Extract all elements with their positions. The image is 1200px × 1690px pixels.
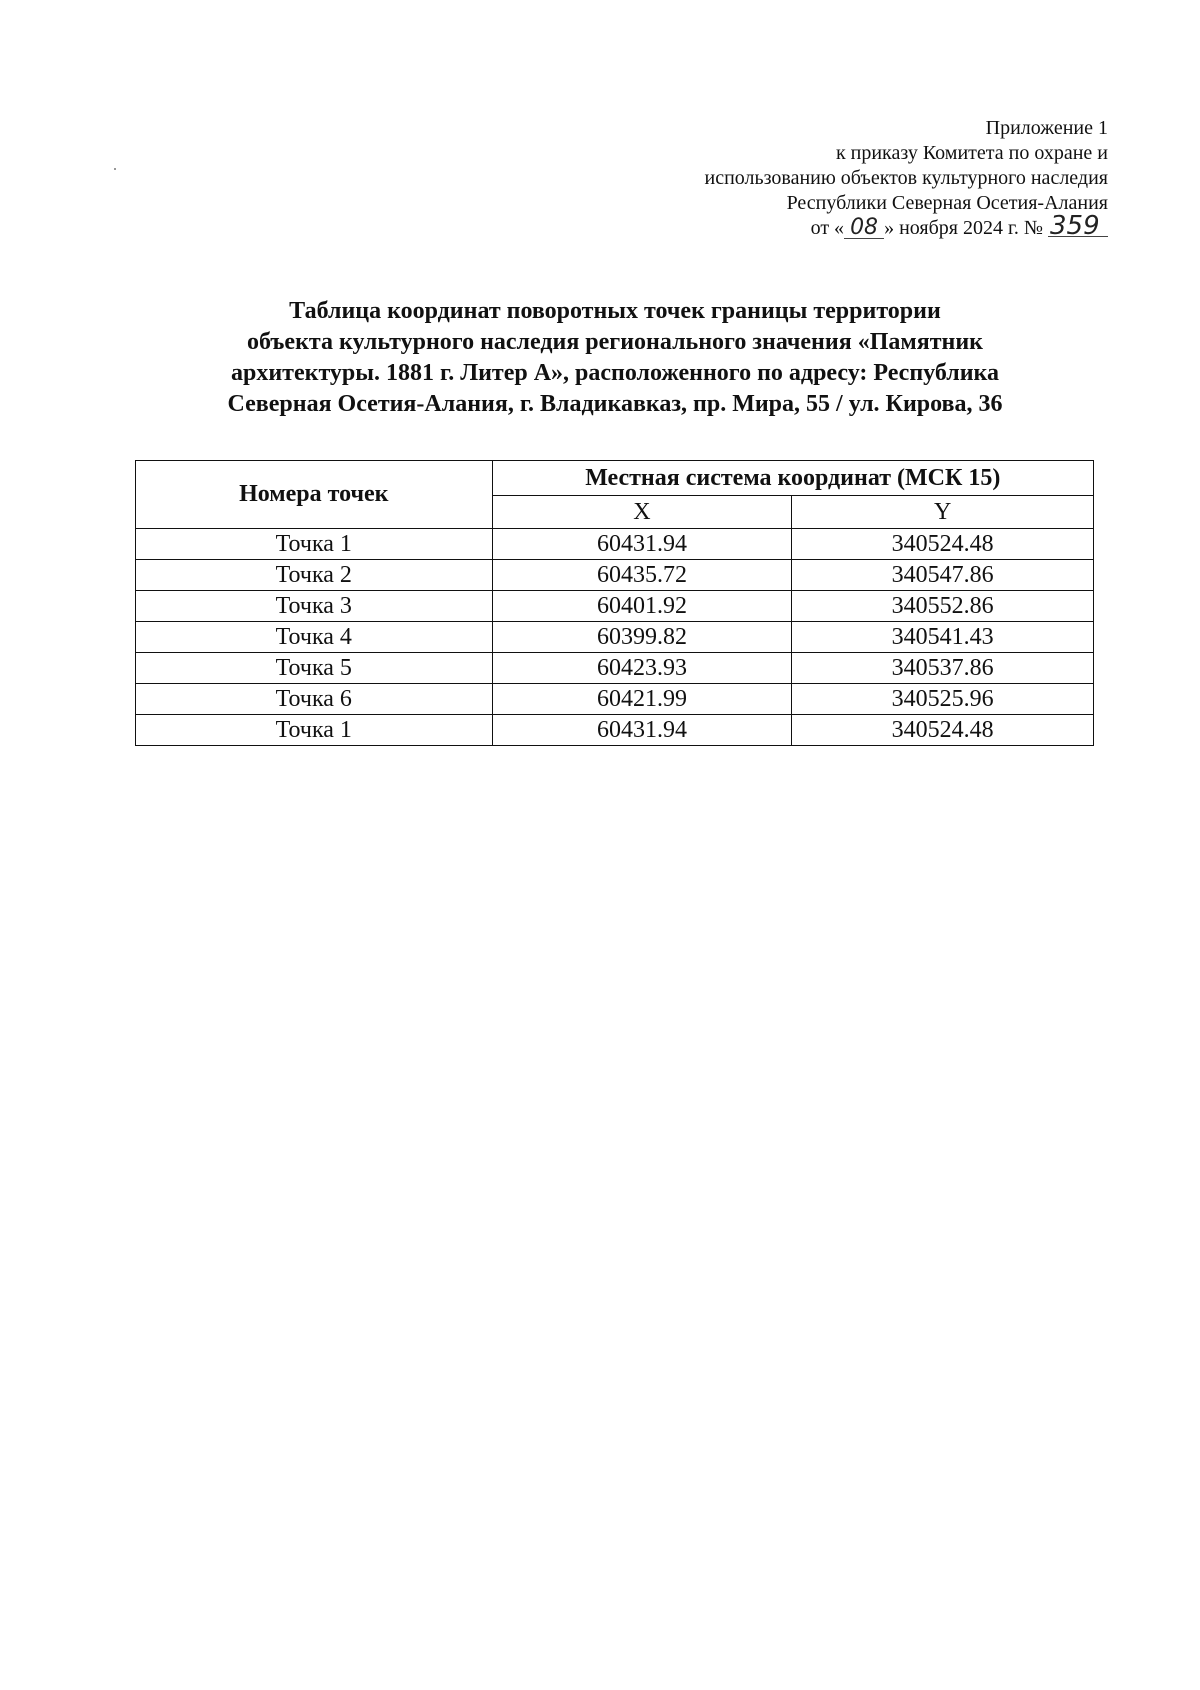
y-value: 340524.48 (792, 715, 1094, 746)
x-value: 60401.92 (492, 591, 792, 622)
point-name: Точка 1 (136, 529, 493, 560)
appendix-header (548, 116, 1108, 241)
y-value: 340541.43 (792, 622, 1094, 653)
date-middle: » ноября 2024 г. № (884, 217, 1043, 239)
handwritten-day: 08 (844, 218, 884, 239)
point-name: Точка 1 (136, 715, 493, 746)
y-value: 340524.48 (792, 529, 1094, 560)
point-name: Точка 4 (136, 622, 493, 653)
handwritten-order-number: 359 (1048, 216, 1108, 237)
point-name: Точка 6 (136, 684, 493, 715)
x-value: 60435.72 (492, 560, 792, 591)
appendix-line-4: Республики Северная Осетия-Алания (786, 192, 1108, 214)
appendix-date-line (548, 211, 1108, 241)
x-value: 60423.93 (492, 653, 792, 684)
point-name: Точка 5 (136, 653, 493, 684)
x-value: 60431.94 (492, 529, 792, 560)
table-row (136, 591, 1094, 622)
table-row (136, 715, 1094, 746)
table-row (136, 653, 1094, 684)
point-name: Точка 2 (136, 560, 493, 591)
table-row (136, 529, 1094, 560)
header-x: X (492, 496, 792, 529)
title-line-1: Таблица координат поворотных точек границы территории (289, 298, 941, 324)
coordinates-table (135, 460, 1094, 746)
x-value: 60421.99 (492, 684, 792, 715)
appendix-line-1: Приложение 1 (985, 117, 1108, 139)
y-value: 340525.96 (792, 684, 1094, 715)
y-value: 340547.86 (792, 560, 1094, 591)
table-row (136, 622, 1094, 653)
x-value: 60399.82 (492, 622, 792, 653)
y-value: 340537.86 (792, 653, 1094, 684)
header-coordinate-system: Местная система координат (МСК 15) (492, 461, 1093, 496)
header-points: Номера точек (136, 461, 493, 529)
document-title (150, 296, 1080, 420)
table-row (136, 684, 1094, 715)
appendix-line-3: использованию объектов культурного наследия (704, 167, 1108, 189)
appendix-line-2: к приказу Комитета по охране и (835, 142, 1108, 164)
table-row (136, 560, 1094, 591)
title-line-2: объекта культурного наследия регионального значения «Памятник (247, 329, 983, 355)
scan-speck (114, 168, 116, 170)
point-name: Точка 3 (136, 591, 493, 622)
title-line-3: архитектуры. 1881 г. Литер А», расположенного по адресу: Республика (231, 360, 999, 386)
date-prefix: от « (810, 217, 845, 239)
x-value: 60431.94 (492, 715, 792, 746)
title-line-4: Северная Осетия-Алания, г. Владикавказ, пр. Мира, 55 / ул. Кирова, 36 (227, 391, 1003, 417)
y-value: 340552.86 (792, 591, 1094, 622)
header-y: Y (792, 496, 1094, 529)
